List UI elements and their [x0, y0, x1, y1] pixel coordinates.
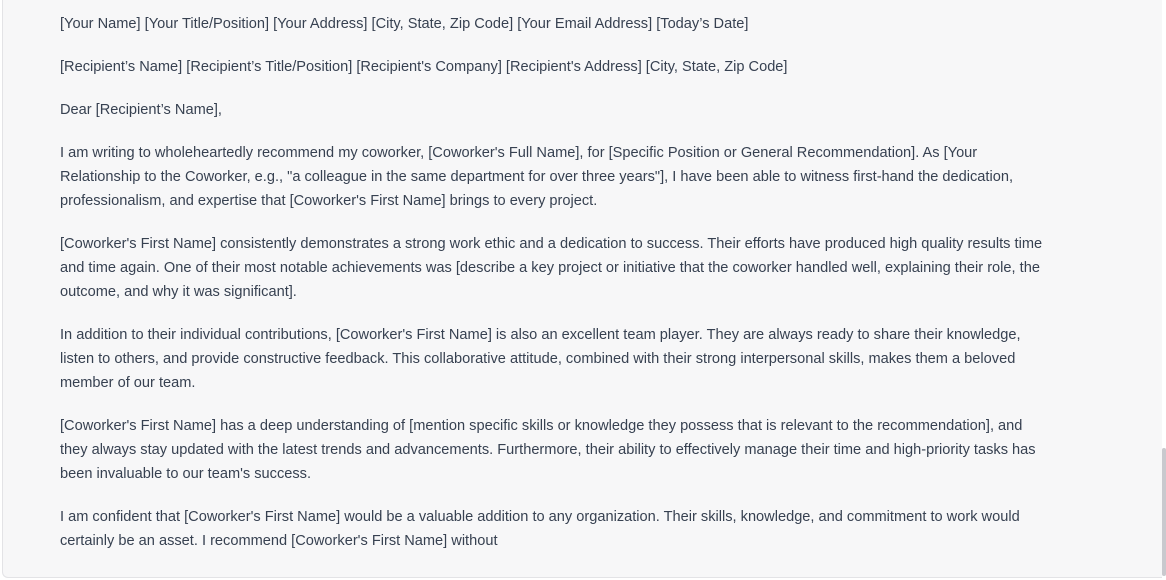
paragraph-teamwork: In addition to their individual contributions, [Coworker's First Name] is also an excellent team player. They are always ready to share their knowledge, listen to others, and provide constructive feedback. This collaborative attitude, combined with their strong interpersonal skills, makes them a beloved member of our team. [60, 327, 1021, 391]
paragraph-skills: [Coworker's First Name] has a deep understanding of [mention specific skills or knowledge they possess that is relevant to the recommendation], and they always stay updated with the latest trends and advancements. Furthermore, their ability to effectively manage their time and high-priority tasks has been invaluable to our team's success. [60, 418, 1036, 482]
sender-info: [Your Name] [Your Title/Position] [Your Address] [City, State, Zip Code] [Your Email Address] [Today’s Date] [60, 16, 749, 32]
scrollbar-thumb[interactable] [1162, 448, 1166, 576]
paragraph-work-ethic: [Coworker's First Name] consistently demonstrates a strong work ethic and a dedication to success. Their efforts have produced high quality results time and time again. One of their most notable achievements was [describe a key project or initiative that the coworker handled well, explaining their role, the outcome, and why it was significant]. [60, 236, 1043, 300]
paragraph-intro: I am writing to wholeheartedly recommend my coworker, [Coworker's Full Name], for [Specific Position or General Recommendation]. As [Your Relationship to the Coworker, e.g., "a colleague in the same department for over three years"], I have been able to witness first-hand the dedication, professionalism, and expertise that [Coworker's First Name] brings to every project. [60, 145, 1014, 209]
paragraph-closing: I am confident that [Coworker's First Name] would be a valuable addition to any organization. Their skills, knowledge, and commitment to work would certainly be an asset. I recommend [Coworker's First Name] without [60, 509, 1020, 549]
response-panel [2, 0, 1162, 578]
letter-content [60, 12, 1050, 572]
scrollbar-track[interactable] [1162, 0, 1166, 580]
recipient-info: [Recipient’s Name] [Recipient’s Title/Position] [Recipient's Company] [Recipient's Address] [City, State, Zip Code] [60, 59, 788, 75]
salutation: Dear [Recipient’s Name], [60, 102, 222, 118]
